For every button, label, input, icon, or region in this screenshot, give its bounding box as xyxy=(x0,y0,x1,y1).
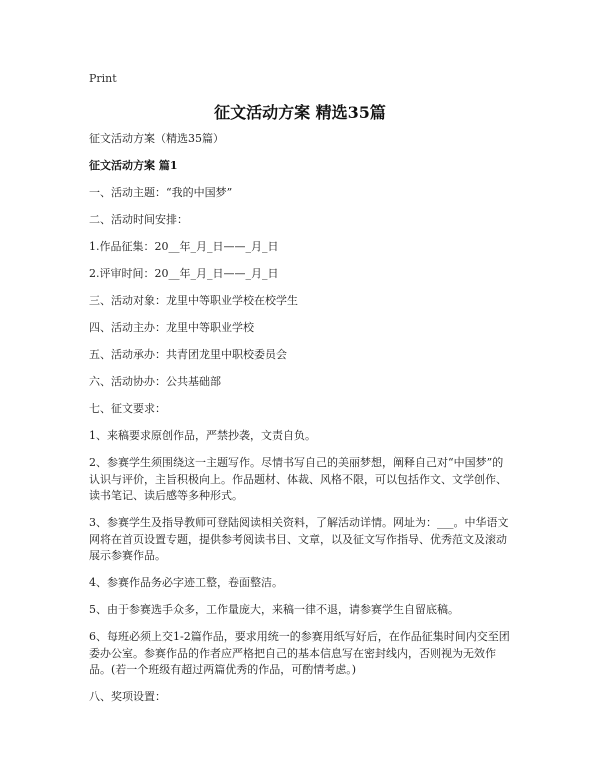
paragraph: 八、奖项设置： xyxy=(89,690,166,703)
paragraph: 6、每班必须上交1-2篇作品，要求用统一的参赛用纸写好后，在作品征集时间内交至团委办公室。参赛作品的作者应严格把自己的基本信息写在密封线内，否则视为无效作品。(若一个班级有超过两篇优秀的作品，可酌情考虑。) xyxy=(89,630,510,676)
paragraph: 1.作品征集：20__年_月_日——_月_日 xyxy=(89,240,279,253)
print-label: Print xyxy=(89,72,117,85)
paragraph: 二、活动时间安排： xyxy=(89,213,188,226)
paragraph: 3、参赛学生及指导教师可登陆阅读相关资料，了解活动详情。网址为：___。中华语文网将在首页设置专题，提供参考阅读书目、文章，以及征文写作指导、优秀范文及滚动展示参赛作品。 xyxy=(89,516,509,562)
paragraph: 5、由于参赛选手众多，工作量庞大，来稿一律不退，请参赛学生自留底稿。 xyxy=(89,603,459,616)
paragraph: 征文活动方案（精选35篇） xyxy=(89,132,224,145)
section-heading: 征文活动方案 篇1 xyxy=(89,159,178,172)
paragraph: 三、活动对象：龙里中等职业学校在校学生 xyxy=(89,294,298,307)
paragraph: 六、活动协办：公共基础部 xyxy=(89,375,221,388)
paragraph: 七、征文要求： xyxy=(89,402,166,415)
document-body xyxy=(89,131,513,716)
paragraph: 一、活动主题：“我的中国梦” xyxy=(89,186,233,199)
page-title: 征文活动方案 精选35篇 xyxy=(214,103,386,122)
paragraph: 4、参赛作品务必字迹工整，卷面整洁。 xyxy=(89,576,283,589)
paragraph: 1、来稿要求原创作品，严禁抄袭，文责自负。 xyxy=(89,429,316,442)
paragraph: 五、活动承办：共青团龙里中职校委员会 xyxy=(89,348,287,361)
paragraph: 四、活动主办：龙里中等职业学校 xyxy=(89,321,254,334)
paragraph: 2、参赛学生须围绕这一主题写作。尽情书写自己的美丽梦想，阐释自己对“中国梦”的认识与评价，主旨积极向上。作品题材、体裁、风格不限，可以包括作文、文学创作、读书笔记、读后感等多种形式。 xyxy=(89,456,507,502)
paragraph: 2.评审时间：20__年_月_日——_月_日 xyxy=(89,267,279,280)
